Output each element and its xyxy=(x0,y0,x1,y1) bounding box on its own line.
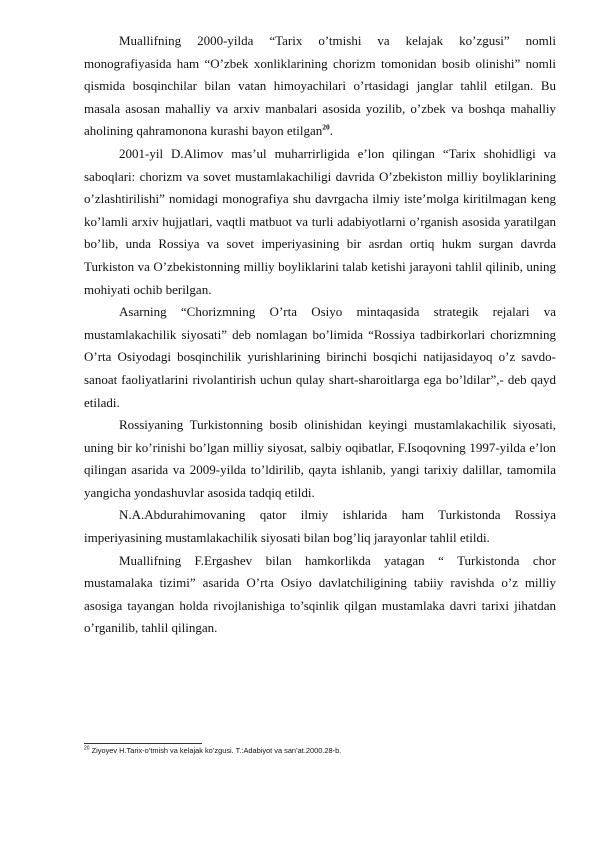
paragraph-text: Rossiyaning Turkistonning bosib olinishidan keyingi mustamlakachilik siyosati, uning bir ko’rinishi bo’lgan milliy siyosat, salbiy oqibatlar, F.Isoqovning 1997-yilda e’lon qilingan asarida va 2009-yilda to’ldirilib, qayta ishlanib, yangi tarixiy dalillar, tamomila yangicha yondashuvlar asosida tadqiq etildi. xyxy=(84,417,556,500)
paragraph-2 xyxy=(84,143,556,301)
paragraph-1 xyxy=(84,30,556,143)
footnote-text: Ziyoyev H.Tarix-o’tmish va kelajak ko’zgusi. T.:Adabiyot va san’at.2000.28-b. xyxy=(91,746,342,755)
footnote xyxy=(84,746,556,756)
body-text xyxy=(84,30,556,640)
paragraph-text: Muallifning 2000-yilda “Tarix o’tmishi va kelajak ko’zgusi” nomli monografiyasida ham “O’zbek xonliklarining chorizm tomonidan bosib olinishi” nomli qismida bosqinchilar bilan vatan himoyachilari o’rtasidagi janglar tahlil etilgan. Bu masala asosan mahalliy va arxiv manbalari asosida yozilib, o’zbek va boshqa mahalliy aholining qahramonona kurashi bayon etilgan xyxy=(84,33,556,139)
paragraph-text: Asarning “Chorizmning O’rta Osiyo mintaqasida strategik rejalari va mustamlakachilik siyosati” deb nomlagan bo’limida “Rossiya tadbirkorlari chorizmning O’rta Osiyodagi bosqinchilik yurishlarining birinchi bosqichi natijasidayoq o’z savdo-sanoat faoliyatlarini rivolantirish uchun qulay shart-sharoitlarga ega bo’ldilar”,- deb qayd etiladi. xyxy=(84,304,556,410)
paragraph-6 xyxy=(84,550,556,640)
paragraph-text: 2001-yil D.Alimov mas’ul muharrirligida e’lon qilingan “Tarix shohidligi va saboqlari: chorizm va sovet mustamlakachiligi davrida O’zbekiston milliy boyliklarining o’zlashtirilishi” nomidagi monografiya shu davrgacha ilmiy iste’molga kiritilmagan keng ko’lamli arxiv hujjatlari, vaqtli matbuot va turli adabiyotlarni o’rganish asosida yaratilgan bo’lib, unda Rossiya va sovet imperiyasining bir asrdan ortiq hukm surgan davrda Turkiston va O’zbekistonning milliy boyliklarini talab ketishi jarayoni tahlil qilinib, uning mohiyati ochib berilgan. xyxy=(84,145,556,297)
paragraph-text: N.A.Abdurahimovaning qator ilmiy ishlarida ham Turkistonda Rossiya imperiyasining mustamlakachilik siyosati bilan bog’liq jarayonlar tahlil etildi. xyxy=(84,507,556,546)
paragraph-3 xyxy=(84,301,556,414)
paragraph-text: Muallifning F.Ergashev bilan hamkorlikda yatagan “ Turkistonda chor mustamalaka tizimi” asarida O’rta Osiyo davlatchiligining tabiiy ravishda o’z milliy asosiga tayangan holda rivojlanishiga to’sqinlik qilgan mustamlaka davri tarixi jihatdan o’rganilib, tahlil qilingan. xyxy=(84,552,556,636)
footnote-number: 20 xyxy=(84,745,90,752)
footnote-reference[interactable]: 20 xyxy=(322,123,330,133)
paragraph-4 xyxy=(84,414,556,504)
paragraph-5 xyxy=(84,504,556,549)
footnote-separator xyxy=(84,743,202,744)
paragraph-end: . xyxy=(329,123,334,139)
